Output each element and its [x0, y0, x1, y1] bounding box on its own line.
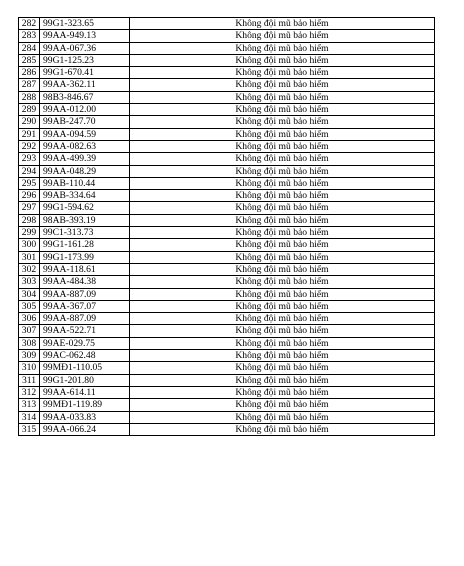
table-row — [19, 54, 435, 66]
violation-cell: Không đội mũ bảo hiểm — [130, 128, 435, 140]
violation-cell: Không đội mũ bảo hiểm — [130, 325, 435, 337]
table-row — [19, 325, 435, 337]
row-number-cell: 291 — [19, 128, 40, 140]
violation-cell: Không đội mũ bảo hiểm — [130, 165, 435, 177]
row-number-cell: 315 — [19, 423, 40, 435]
table-row — [19, 411, 435, 423]
license-plate-cell: 99AB-334.64 — [40, 190, 130, 202]
row-number-cell: 287 — [19, 79, 40, 91]
row-number-cell: 283 — [19, 30, 40, 42]
row-number-cell: 304 — [19, 288, 40, 300]
violation-cell: Không đội mũ bảo hiểm — [130, 362, 435, 374]
row-number-cell: 299 — [19, 227, 40, 239]
violations-table — [18, 17, 435, 436]
license-plate-cell: 99AA-949.13 — [40, 30, 130, 42]
violation-cell: Không đội mũ bảo hiểm — [130, 54, 435, 66]
row-number-cell: 314 — [19, 411, 40, 423]
license-plate-cell: 99G1-125.23 — [40, 54, 130, 66]
license-plate-cell: 99AB-247.70 — [40, 116, 130, 128]
table-row — [19, 374, 435, 386]
table-row — [19, 300, 435, 312]
row-number-cell: 295 — [19, 177, 40, 189]
table-row — [19, 104, 435, 116]
violation-cell: Không đội mũ bảo hiểm — [130, 288, 435, 300]
row-number-cell: 282 — [19, 18, 40, 30]
row-number-cell: 297 — [19, 202, 40, 214]
violation-cell: Không đội mũ bảo hiểm — [130, 18, 435, 30]
license-plate-cell: 99G1-594.62 — [40, 202, 130, 214]
license-plate-cell: 99G1-323.65 — [40, 18, 130, 30]
violation-cell: Không đội mũ bảo hiểm — [130, 239, 435, 251]
violation-cell: Không đội mũ bảo hiểm — [130, 67, 435, 79]
table-row — [19, 263, 435, 275]
row-number-cell: 311 — [19, 374, 40, 386]
table-row — [19, 362, 435, 374]
row-number-cell: 289 — [19, 104, 40, 116]
license-plate-cell: 99AA-082.63 — [40, 140, 130, 152]
table-row — [19, 239, 435, 251]
row-number-cell: 312 — [19, 386, 40, 398]
license-plate-cell: 99G1-670.41 — [40, 67, 130, 79]
license-plate-cell: 99AA-094.59 — [40, 128, 130, 140]
license-plate-cell: 99AC-062.48 — [40, 350, 130, 362]
violation-cell: Không đội mũ bảo hiểm — [130, 399, 435, 411]
license-plate-cell: 99AA-033.83 — [40, 411, 130, 423]
license-plate-cell: 99AA-118.61 — [40, 263, 130, 275]
row-number-cell: 293 — [19, 153, 40, 165]
violation-cell: Không đội mũ bảo hiểm — [130, 190, 435, 202]
license-plate-cell: 99AA-522.71 — [40, 325, 130, 337]
table-row — [19, 18, 435, 30]
violation-cell: Không đội mũ bảo hiểm — [130, 263, 435, 275]
violation-cell: Không đội mũ bảo hiểm — [130, 227, 435, 239]
table-row — [19, 91, 435, 103]
violation-cell: Không đội mũ bảo hiểm — [130, 423, 435, 435]
row-number-cell: 307 — [19, 325, 40, 337]
violation-cell: Không đội mũ bảo hiểm — [130, 79, 435, 91]
license-plate-cell: 99AA-067.36 — [40, 42, 130, 54]
table-row — [19, 190, 435, 202]
violation-cell: Không đội mũ bảo hiểm — [130, 276, 435, 288]
row-number-cell: 300 — [19, 239, 40, 251]
violation-cell: Không đội mũ bảo hiểm — [130, 313, 435, 325]
license-plate-cell: 99AE-029.75 — [40, 337, 130, 349]
table-row — [19, 251, 435, 263]
row-number-cell: 284 — [19, 42, 40, 54]
row-number-cell: 309 — [19, 350, 40, 362]
license-plate-cell: 99AA-066.24 — [40, 423, 130, 435]
license-plate-cell: 99AA-367.07 — [40, 300, 130, 312]
license-plate-cell: 99G1-173.99 — [40, 251, 130, 263]
license-plate-cell: 99G1-201.80 — [40, 374, 130, 386]
row-number-cell: 286 — [19, 67, 40, 79]
license-plate-cell: 99MĐ1-110.05 — [40, 362, 130, 374]
violation-cell: Không đội mũ bảo hiểm — [130, 42, 435, 54]
violation-cell: Không đội mũ bảo hiểm — [130, 116, 435, 128]
license-plate-cell: 99AA-012.00 — [40, 104, 130, 116]
row-number-cell: 285 — [19, 54, 40, 66]
table-row — [19, 337, 435, 349]
violation-cell: Không đội mũ bảo hiểm — [130, 140, 435, 152]
license-plate-cell: 99AA-048.29 — [40, 165, 130, 177]
table-row — [19, 386, 435, 398]
license-plate-cell: 99C1-313.73 — [40, 227, 130, 239]
table-row — [19, 165, 435, 177]
license-plate-cell: 99MĐ1-119.89 — [40, 399, 130, 411]
table-row — [19, 350, 435, 362]
row-number-cell: 302 — [19, 263, 40, 275]
license-plate-cell: 99AA-499.39 — [40, 153, 130, 165]
violation-cell: Không đội mũ bảo hiểm — [130, 91, 435, 103]
table-row — [19, 67, 435, 79]
license-plate-cell: 99AA-887.09 — [40, 288, 130, 300]
license-plate-cell: 98AB-393.19 — [40, 214, 130, 226]
row-number-cell: 306 — [19, 313, 40, 325]
row-number-cell: 308 — [19, 337, 40, 349]
license-plate-cell: 99AB-110.44 — [40, 177, 130, 189]
license-plate-cell: 99AA-887.09 — [40, 313, 130, 325]
license-plate-cell: 99AA-614.11 — [40, 386, 130, 398]
violation-cell: Không đội mũ bảo hiểm — [130, 214, 435, 226]
table-row — [19, 202, 435, 214]
license-plate-cell: 99G1-161.28 — [40, 239, 130, 251]
row-number-cell: 301 — [19, 251, 40, 263]
table-row — [19, 276, 435, 288]
violation-cell: Không đội mũ bảo hiểm — [130, 337, 435, 349]
table-row — [19, 423, 435, 435]
row-number-cell: 313 — [19, 399, 40, 411]
table-row — [19, 313, 435, 325]
violation-cell: Không đội mũ bảo hiểm — [130, 30, 435, 42]
table-row — [19, 116, 435, 128]
violation-cell: Không đội mũ bảo hiểm — [130, 177, 435, 189]
row-number-cell: 303 — [19, 276, 40, 288]
row-number-cell: 298 — [19, 214, 40, 226]
table-row — [19, 30, 435, 42]
table-row — [19, 288, 435, 300]
row-number-cell: 288 — [19, 91, 40, 103]
violation-cell: Không đội mũ bảo hiểm — [130, 386, 435, 398]
violation-cell: Không đội mũ bảo hiểm — [130, 411, 435, 423]
table-row — [19, 399, 435, 411]
table-row — [19, 214, 435, 226]
row-number-cell: 290 — [19, 116, 40, 128]
violation-cell: Không đội mũ bảo hiểm — [130, 300, 435, 312]
table-row — [19, 227, 435, 239]
row-number-cell: 296 — [19, 190, 40, 202]
license-plate-cell: 98B3-846.67 — [40, 91, 130, 103]
table-row — [19, 177, 435, 189]
table-row — [19, 140, 435, 152]
table-row — [19, 128, 435, 140]
violation-cell: Không đội mũ bảo hiểm — [130, 374, 435, 386]
row-number-cell: 294 — [19, 165, 40, 177]
row-number-cell: 292 — [19, 140, 40, 152]
row-number-cell: 305 — [19, 300, 40, 312]
row-number-cell: 310 — [19, 362, 40, 374]
license-plate-cell: 99AA-362.11 — [40, 79, 130, 91]
license-plate-cell: 99AA-484.38 — [40, 276, 130, 288]
table-row — [19, 79, 435, 91]
violation-cell: Không đội mũ bảo hiểm — [130, 350, 435, 362]
table-row — [19, 42, 435, 54]
table-row — [19, 153, 435, 165]
violation-cell: Không đội mũ bảo hiểm — [130, 153, 435, 165]
violation-cell: Không đội mũ bảo hiểm — [130, 251, 435, 263]
violation-cell: Không đội mũ bảo hiểm — [130, 104, 435, 116]
table-body — [19, 18, 435, 436]
violation-cell: Không đội mũ bảo hiểm — [130, 202, 435, 214]
